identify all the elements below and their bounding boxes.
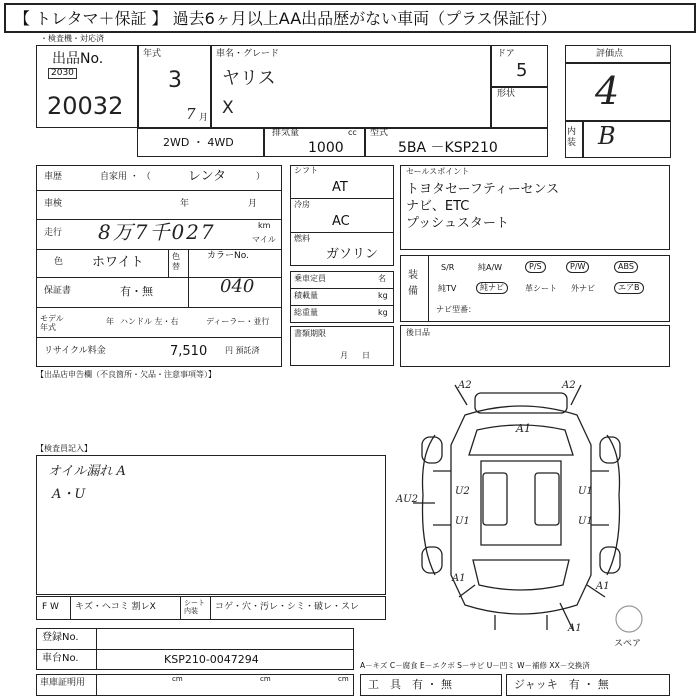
equip-ext-navi: 外ナビ: [571, 284, 595, 293]
recycle-unit: 円 預託済: [225, 346, 260, 355]
equip-ps: P/S: [525, 261, 546, 273]
mileage-value: 8万7千027: [98, 220, 216, 244]
color-change-label: 色替: [172, 252, 180, 271]
warranty-label: 保証書: [44, 286, 72, 296]
capacity-label-2: 総重量: [294, 308, 318, 317]
garage-cert-label: 車庫証明用: [40, 678, 86, 688]
color-label: 色: [54, 257, 64, 267]
rating-value: 4: [595, 69, 620, 113]
shift-value: AT: [332, 180, 348, 195]
doors-label: ドア: [497, 49, 515, 59]
lot-number: 20032: [47, 92, 124, 120]
inspection-year-unit: 年: [180, 199, 190, 209]
warranty-value: 有・無: [120, 285, 153, 298]
sales-point-1: ナビ、ETC: [406, 199, 470, 214]
damage-mark-a1-hood: A1: [516, 422, 531, 435]
later-items-label: 後日品: [406, 328, 430, 337]
jack-label: ジャッキ 有 ・ 無: [514, 678, 609, 691]
header-bar: [4, 3, 696, 33]
handle-label: ハンドル 左・右: [120, 317, 179, 326]
damage-mark-a1-rl: A1: [452, 573, 466, 584]
model-name: ヤリス: [222, 68, 276, 89]
cert-unit-1: cm: [260, 675, 271, 683]
equip-airbag: エアB: [614, 282, 644, 294]
sales-point-2: プッシュスタート: [406, 216, 509, 231]
model-grade: X: [222, 98, 234, 118]
drive-label: 2WD ・ 4WD: [163, 136, 234, 149]
inspector-note-1: A・U: [52, 487, 86, 502]
shape-label: 形状: [497, 89, 516, 99]
interior-label: 内装: [567, 127, 577, 148]
sales-points-label: セールスポイント: [406, 167, 470, 176]
inspection-month-unit: 月: [248, 199, 258, 209]
header-title: 【 トレタマ＋保証 】 過去6ヶ月以上AA出品歴がない車両（プラス保証付）: [14, 9, 557, 28]
equip-abs: ABS: [614, 261, 638, 273]
chassis-label: 車台No.: [42, 653, 79, 664]
tools-label: 工 具 有 ・ 無: [368, 678, 452, 691]
type-value: 5BA －KSP210: [398, 140, 498, 156]
declaration-label: 【出品店申告欄（不良箇所・欠品・注意事項等）】: [36, 370, 216, 379]
damage-mark-u1-c: U1: [578, 516, 593, 527]
later-items-block: [400, 325, 670, 367]
inspector-label: 【検査員記入】: [36, 444, 92, 453]
equipment-label: 装備: [408, 270, 418, 297]
ac-label: 冷房: [294, 200, 310, 209]
history-label: 車歴: [44, 172, 63, 182]
damage-mark-a1-rear: A1: [568, 623, 582, 634]
mileage-label: 走行: [44, 228, 63, 238]
displacement-unit: cc: [348, 128, 357, 137]
model-label: 車名・グレード: [216, 49, 280, 59]
inspector-note-0: オイル漏れ A: [48, 464, 126, 479]
fw-label: F W: [42, 602, 59, 612]
recycle-value: 7,510: [170, 344, 208, 359]
damage-mark-au2: AU2: [396, 494, 419, 505]
sub-note: ・検査機・対応済: [40, 34, 104, 43]
rating-label: 評価点: [596, 49, 624, 59]
scratch-key: キズ・ヘコミ 割レX: [75, 602, 156, 612]
fuel-value: ガソリン: [326, 247, 379, 262]
fuel-label: 燃料: [294, 234, 310, 243]
equip-tv: 純TV: [438, 284, 457, 293]
history-close: ）: [256, 172, 266, 182]
spare-tire-icon: [614, 604, 644, 634]
shift-label: シフト: [294, 166, 318, 175]
damage-mark-a1-rr: A1: [596, 581, 610, 592]
spare-label: スペア: [614, 639, 642, 649]
ac-value: AC: [332, 214, 350, 229]
sales-point-0: トヨタセーフティーセンス: [406, 182, 560, 197]
model-year-unit: 年: [106, 317, 114, 326]
interior-value: B: [598, 122, 616, 150]
damage-legend: A－キズ C－腐食 E－エクボ S－サビ U－凹ミ W－補修 XX－交換済: [360, 661, 590, 670]
docs-deadline-label: 書類期限: [294, 329, 326, 338]
lot-stamp: 2030: [48, 68, 77, 79]
cert-unit-2: cm: [338, 675, 349, 683]
capacity-label-1: 積載量: [294, 291, 318, 300]
mileage-unit-mile: マイル: [252, 235, 276, 244]
displacement-label: 排気量: [272, 128, 300, 138]
damage-mark-u2: U2: [455, 486, 470, 497]
damage-mark-a2-right: A2: [562, 380, 576, 391]
equip-alloy: 純A/W: [478, 263, 503, 272]
history-options: 自家用 ・ （: [100, 172, 151, 182]
equip-leather: 革シート: [525, 284, 557, 293]
damage-mark-u1-a: U1: [578, 486, 593, 497]
color-code: 040: [220, 276, 255, 297]
year-value: 3: [168, 68, 182, 93]
displacement-value: 1000: [308, 140, 344, 156]
seat-interior-key: シート内装: [184, 599, 205, 615]
damage-mark-a2-left: A2: [458, 380, 472, 391]
registration-label: 登録No.: [42, 632, 79, 643]
cert-unit-0: cm: [172, 675, 183, 683]
dealer-label: ディーラー・並行: [206, 317, 270, 326]
nav-model-label: ナビ型番：: [436, 305, 476, 314]
color-code-label: カラーNo.: [207, 251, 249, 261]
color-value: ホワイト: [92, 255, 144, 270]
equip-navi: 純ナビ: [476, 282, 508, 294]
capacity-label-0: 乗車定員: [294, 274, 326, 283]
mileage-unit-km: km: [258, 221, 271, 230]
inspection-label: 車検: [44, 199, 63, 209]
stain-key: コゲ・穴・汚レ・シミ・破レ・スレ: [215, 602, 360, 612]
capacity-unit-1: kg: [378, 291, 388, 300]
doors-value: 5: [516, 60, 528, 81]
car-damage-diagram: [395, 375, 650, 640]
history-value: レンタ: [188, 169, 227, 184]
equip-pw: P/W: [566, 261, 589, 273]
damage-mark-u1-b: U1: [455, 516, 470, 527]
capacity-unit-0: 名: [378, 274, 386, 283]
equip-sr: S/R: [441, 263, 455, 272]
model-year-label: モデル年式: [40, 314, 64, 332]
docs-deadline-unit: 月日: [340, 351, 384, 360]
year-month-unit: 月: [199, 113, 209, 123]
chassis-value: KSP210-0047294: [164, 653, 259, 666]
lot-label: 出品No.: [52, 51, 104, 67]
year-label: 年式: [143, 49, 162, 59]
capacity-unit-2: kg: [378, 308, 388, 317]
type-label: 型式: [370, 128, 389, 138]
year-month: 7: [186, 105, 196, 123]
recycle-label: リサイクル料金: [44, 346, 106, 356]
